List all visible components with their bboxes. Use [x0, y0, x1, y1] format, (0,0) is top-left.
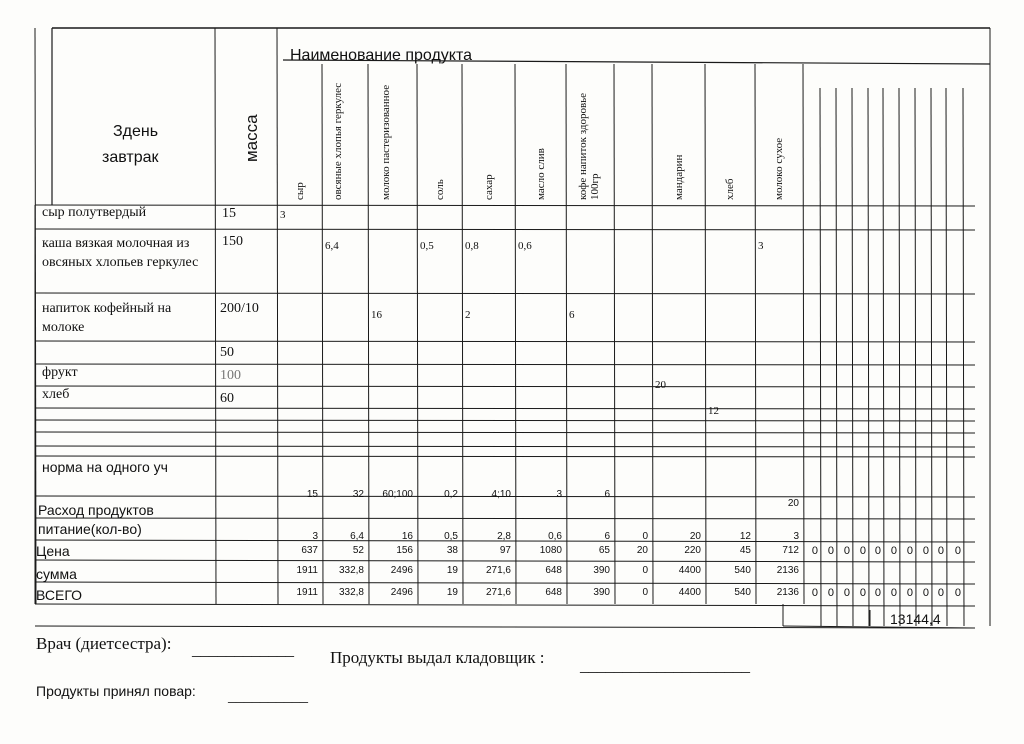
product-header: сыр [293, 182, 306, 200]
table-cell: 6,4 [325, 240, 339, 252]
table-cell: 648 [545, 587, 562, 598]
table-cell: 6 [569, 309, 575, 321]
grid-line [755, 64, 756, 604]
table-cell: 1911 [296, 587, 318, 598]
table-cell: 16 [401, 531, 413, 542]
dish-mass: 150 [222, 234, 243, 249]
table-cell: 20 [787, 498, 799, 509]
doctor-signature-line: ____________ [192, 640, 294, 659]
table-cell: 12 [739, 531, 751, 542]
dish-name: сыр полутвердый [42, 205, 147, 220]
table-cell: 390 [593, 565, 610, 576]
table-cell: 271,6 [485, 587, 511, 598]
table-cell: 156 [396, 545, 413, 556]
table-cell: 0 [827, 587, 834, 599]
table-cell: 4400 [678, 587, 701, 598]
table-cell: 3 [556, 489, 562, 500]
table-cell: 0 [937, 587, 944, 599]
grid-line [35, 229, 975, 230]
table-cell: 20 [636, 545, 648, 556]
table-cell: 6 [604, 489, 610, 500]
total-label: ВСЕГО [36, 587, 83, 603]
dish-name: напиток кофейный на молоке [42, 301, 172, 335]
table-cell: 0 [954, 545, 961, 557]
table-cell: 0 [954, 587, 961, 599]
grid-line [35, 604, 975, 606]
grid-line [35, 205, 975, 206]
cook-signature-line: __________ [228, 688, 308, 705]
table-cell: 0 [906, 587, 913, 599]
table-cell: 648 [545, 565, 562, 576]
storekeeper-signature-line: ____________________ [580, 656, 750, 675]
table-cell: 2496 [390, 565, 413, 576]
table-cell: 540 [734, 587, 751, 598]
grid-line [462, 64, 463, 604]
table-cell: 332,8 [338, 565, 364, 576]
grid-line [705, 64, 706, 604]
grid-line [277, 28, 278, 604]
table-cell: 0 [890, 587, 897, 599]
grid-line [35, 420, 975, 421]
table-cell: 60;100 [382, 489, 413, 500]
grid-line [35, 341, 975, 342]
table-cell: 0 [859, 587, 866, 599]
table-cell: 0 [874, 587, 881, 599]
table-cell: 3 [312, 531, 318, 542]
table-cell: 540 [734, 565, 751, 576]
table-cell: 16 [371, 309, 382, 321]
table-cell: 3 [280, 209, 286, 221]
cook-signature-label: Продукты принял повар: [36, 683, 196, 699]
grid-line [35, 582, 975, 584]
dish-name: хлеб [42, 387, 70, 402]
grid-line [931, 88, 932, 626]
dish-mass: 100 [220, 368, 241, 383]
grid-line [868, 88, 869, 626]
table-cell: 712 [782, 545, 799, 556]
dish-mass: 50 [220, 345, 234, 360]
table-cell: 65 [598, 545, 610, 556]
table-cell: 2,8 [497, 531, 511, 542]
product-header: молоко пастеризованное [379, 84, 392, 200]
table-cell: 0 [906, 545, 913, 557]
table-cell: 1911 [296, 565, 318, 576]
grid-line [35, 446, 975, 447]
grid-line [215, 28, 216, 604]
table-cell: 0 [922, 587, 929, 599]
doctor-signature-label: Врач (диетсестра): [36, 634, 172, 653]
grid-line [35, 293, 975, 294]
grid-line [652, 64, 653, 604]
table-cell: 0,6 [518, 240, 532, 252]
sum-label: сумма [36, 566, 77, 582]
table-cell: 0,5 [444, 531, 458, 542]
dish-mass: 200/10 [220, 301, 259, 316]
table-cell: 2136 [776, 565, 799, 576]
table-cell: 19 [446, 565, 458, 576]
table-cell: 0 [874, 545, 881, 557]
table-cell: 0,5 [420, 240, 434, 252]
product-header: молоко сухое [773, 137, 785, 200]
price-label: Цена [36, 543, 70, 559]
table-cell: 0 [827, 545, 834, 557]
product-name-title: Наименование продукта [290, 47, 473, 64]
grid-line [883, 88, 884, 626]
table-cell: 0 [811, 587, 818, 599]
grid-line [820, 88, 821, 626]
table-cell: 332,8 [338, 587, 364, 598]
table-cell: 0 [811, 545, 818, 557]
meal-label: завтрак [102, 149, 159, 166]
grid-line [899, 88, 900, 626]
table-cell: 3 [793, 531, 799, 542]
table-cell: 0 [642, 587, 648, 598]
table-cell: 0 [922, 545, 929, 557]
grid-line [614, 64, 615, 604]
grid-line [915, 88, 916, 626]
grid-line [566, 64, 567, 604]
table-cell: 19 [446, 587, 458, 598]
table-cell: 0,2 [444, 489, 458, 500]
table-cell: 1080 [539, 545, 562, 556]
table-cell: 637 [301, 545, 318, 556]
table-cell: 220 [684, 545, 701, 556]
table-cell: 0 [859, 545, 866, 557]
grid-line [836, 88, 837, 626]
product-header: масло слив [534, 148, 547, 200]
table-cell: 2496 [390, 587, 413, 598]
dish-mass: 15 [222, 206, 236, 221]
grid-line [35, 364, 975, 365]
table-cell: 2136 [776, 587, 799, 598]
product-header: мандарин [672, 154, 685, 200]
product-header: сахар [482, 174, 495, 200]
table-cell: 97 [499, 545, 511, 556]
table-cell: 4400 [678, 565, 701, 576]
grid-line [35, 456, 975, 457]
table-cell: 2 [465, 309, 471, 321]
dish-name: фрукт [42, 365, 78, 380]
table-cell: 0,6 [548, 531, 562, 542]
grid-line [35, 560, 975, 562]
table-cell: 52 [352, 545, 364, 556]
table-cell: 32 [352, 489, 364, 500]
table-cell: 20 [689, 531, 701, 542]
table-cell: 45 [739, 545, 751, 556]
table-cell: 20 [655, 379, 666, 391]
grid-line [852, 88, 853, 626]
product-header: овсяные хлопья геркулес [332, 82, 344, 200]
grid-line [417, 64, 418, 604]
table-cell: 38 [446, 545, 458, 556]
table-cell: 0 [890, 545, 897, 557]
table-cell: 0 [642, 531, 648, 542]
table-cell: 4;10 [491, 489, 511, 500]
table-cell: 0 [642, 565, 648, 576]
product-header: хлеб [724, 178, 736, 200]
grid-line [322, 64, 323, 604]
day-label: Здень [113, 123, 159, 140]
grid-line [35, 386, 975, 387]
table-cell: 0 [937, 545, 944, 557]
table-cell: 0,8 [465, 240, 479, 252]
table-cell: 12 [708, 405, 719, 417]
table-cell: 0 [843, 587, 850, 599]
grid-line [515, 64, 516, 604]
table-cell: 15 [306, 489, 318, 500]
table-cell: 3 [758, 240, 764, 252]
product-header: соль [433, 179, 446, 200]
grid-line [368, 64, 369, 604]
dish-name: каша вязкая молочная из овсяных хлопьев геркулес [42, 236, 199, 270]
dish-mass: 60 [220, 391, 234, 406]
mass-label: масса [242, 114, 261, 162]
table-cell: 6 [604, 531, 610, 542]
table-cell: 390 [593, 587, 610, 598]
grid-line [35, 432, 975, 433]
grid-line [963, 88, 964, 626]
table-cell: 271,6 [485, 565, 511, 576]
grid-line [946, 88, 947, 626]
grid-line [35, 408, 975, 409]
table-cell: 0 [843, 545, 850, 557]
norm-label: норма на одного уч [42, 459, 168, 475]
consumption-label: Расход продуктов питание(кол-во) [38, 502, 154, 537]
storekeeper-signature-label: Продукты выдал кладовщик : [330, 648, 545, 667]
grid-line [803, 64, 804, 604]
product-header: кофе напиток здоровье 100гр [577, 92, 601, 200]
table-cell: 6,4 [350, 531, 364, 542]
grand-total: 13144,4 [890, 611, 941, 627]
